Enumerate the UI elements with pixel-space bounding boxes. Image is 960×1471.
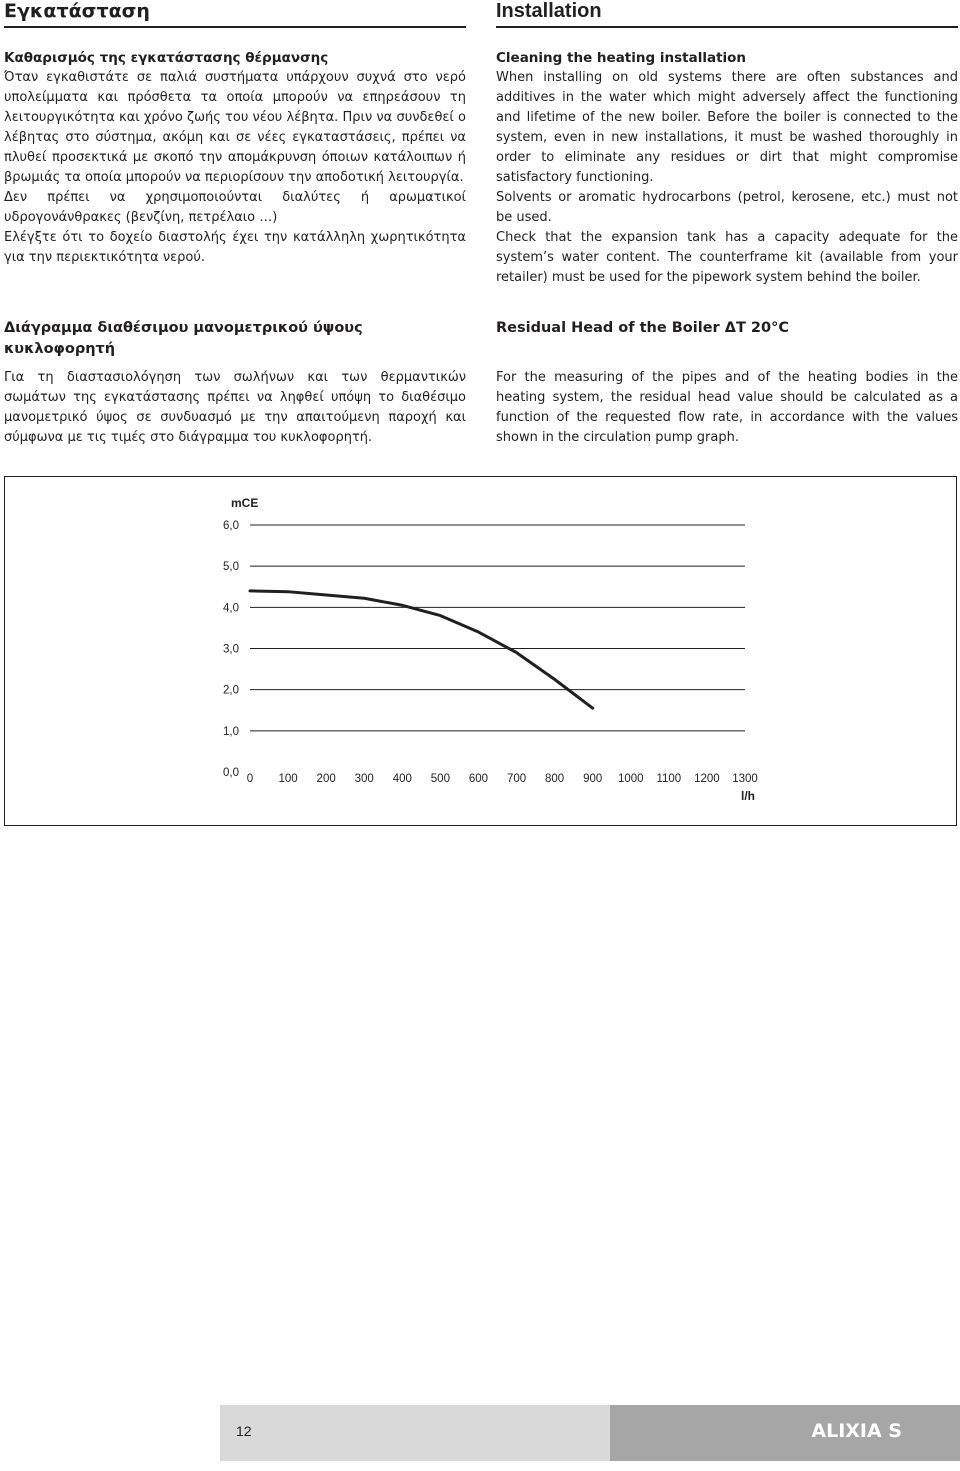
cleaning-paragraph-2-greek: Δεν πρέπει να χρησιμοποιούνται διαλύτες ή αρωματικοί υδρογονάνθρακες (βενζίνη, πετρέλαιο …) [4,190,466,225]
y-tick-label: 6,0 [223,520,239,532]
y-tick-label: 0,0 [223,767,239,779]
header-rule-right [496,26,958,28]
residual-head-body-greek: Για τη διαστασιολόγηση των σωλήνων και των θερμαντικών σωμάτων της εγκατάστασης πρέπει να ληφθεί υπόψη το διαθέσιμο μανομετρικό ύψος σε συνδυασμό με την απαιτούμενη παροχή και σύμφωνα με τις τιμές στο διάγραμμα του κυκλοφορητή. [4,370,466,445]
cleaning-paragraph-3-greek: Ελέγξτε ότι το δοχείο διαστολής έχει την κατάλληλη χωρητικότητα για την περιεκτικότητα νερού. [4,230,466,265]
footer-band-white [0,1405,220,1461]
cleaning-section-greek [4,48,466,268]
page-footer [0,1405,960,1461]
x-axis-label: l/h [741,789,755,803]
x-tick-label: 900 [583,773,603,785]
y-tick-label: 1,0 [223,725,239,738]
x-tick-label: 1000 [617,773,644,785]
page-title-greek: Εγκατάσταση [4,0,150,22]
cleaning-paragraph-1-english: When installing on old systems there are often substances and additives in the water which might adversely affect the functioning and lifetime of the new boiler. Before the boiler is connected to the system, even in new installations, it must be washed thoroughly in order to eliminate any residues or dirt that might compromise satisfactory functioning. [496,70,958,185]
residual-head-body-english: For the measuring of the pipes and of the heating bodies in the heating system, the residual head value should be calculated as a function of the requested flow rate, in accordance with the values shown in the circulation pump graph. [496,370,958,445]
residual-head-heading-english: Residual Head of the Boiler ΔT 20°C [496,320,789,336]
x-tick-label: 400 [392,773,412,785]
cleaning-heading-greek: Καθαρισμός της εγκατάστασης θέρμανσης [4,50,329,66]
cleaning-paragraph-2-english: Solvents or aromatic hydrocarbons (petrol, kerosene, etc.) must not be used. [496,190,958,225]
x-tick-label: 1200 [694,773,720,785]
product-name: ALIXIA S [811,1420,902,1442]
header-rule-left [4,26,466,28]
pump-curve-chart [4,476,957,826]
page-number: 12 [236,1423,252,1439]
cleaning-heading-english: Cleaning the heating installation [496,50,747,66]
y-tick-label: 5,0 [223,561,239,574]
y-tick-label: 2,0 [223,684,239,697]
page-title-english: Installation [496,0,602,22]
y-tick-label: 3,0 [223,643,239,656]
y-tick-label: 4,0 [223,602,239,615]
pump-curve-svg [5,477,956,825]
x-tick-label: 500 [430,773,450,785]
x-tick-label: 200 [316,773,336,785]
x-tick-label: 1300 [732,773,758,785]
x-tick-label: 100 [278,773,298,785]
cleaning-paragraph-3-english: Check that the expansion tank has a capacity adequate for the system’s water content. The counterframe kit (available from your retailer) must be used for the pipework system behind the boiler. [496,230,958,285]
cleaning-paragraph-1-greek: Όταν εγκαθιστάτε σε παλιά συστήματα υπάρχουν συχνά στο νερό υπολείμματα και πρόσθετα τα οποία μπορούν να επηρεάσουν τη λειτουργικότητα και χρόνο ζωής του νέου λέβητα. Πριν να συνδεθεί ο λέβητας στο σύστημα, ακόμη και σε νέες εγκαταστάσεις, πρέπει να πλυθεί προσεκτικά με σκοπό την απομάκρυνση όποιων κατάλοιπων ή βρωμιάς τα οποία μπορούν να περιορίσουν την αποδοτική λειτουργία. [4,70,466,185]
y-axis-label: mCE [231,496,259,510]
x-tick-label: 300 [354,773,374,785]
x-tick-label: 700 [506,773,527,785]
x-tick-label: 1100 [656,773,682,785]
footer-band-dark [610,1405,960,1461]
pump-curve-line [250,591,593,708]
x-tick-label: 600 [468,773,489,785]
x-tick-label: 800 [545,773,565,785]
x-tick-label: 0 [246,773,254,785]
cleaning-section-english [496,48,958,288]
residual-head-heading-greek: Διάγραμμα διαθέσιμου μανομετρικού ύψους κυκλοφορητή [4,320,363,357]
